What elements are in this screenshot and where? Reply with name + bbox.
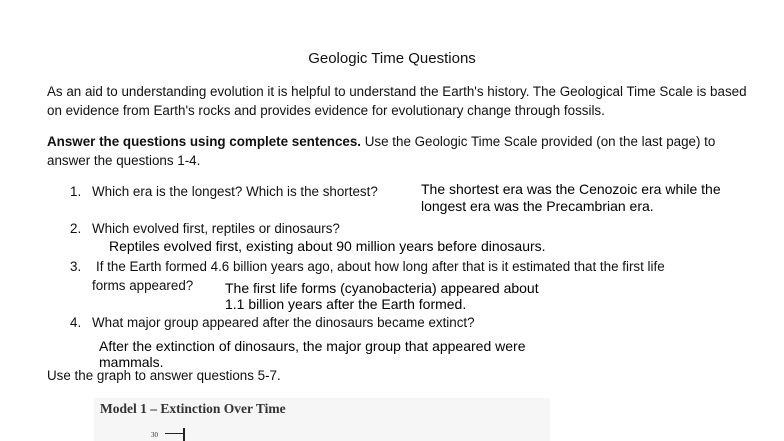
- graph-instruction: Use the graph to answer questions 5-7.: [47, 368, 281, 383]
- answer-4-line-2: mammals.: [99, 354, 164, 370]
- question-3-number: 3.: [70, 259, 82, 274]
- instructions-bold: Answer the questions using complete sentences.: [47, 134, 362, 149]
- question-4: [70, 315, 475, 330]
- question-1: [70, 184, 378, 199]
- question-2-text: Which evolved first, reptiles or dinosaurs?: [92, 221, 340, 236]
- answer-1-line-1: The shortest era was the Cenozoic era while the: [421, 181, 721, 197]
- model-axis-tick: [165, 433, 183, 434]
- question-2-number: 2.: [70, 221, 82, 236]
- answer-2-line-1: Reptiles evolved first, existing about 90 million years before dinosaurs.: [109, 238, 546, 254]
- question-4-text: What major group appeared after the dinosaurs became extinct?: [92, 315, 475, 330]
- answer-3-line-1: The first life forms (cyanobacteria) appeared about: [225, 280, 539, 296]
- question-3: [70, 259, 665, 274]
- answer-4-line-1: After the extinction of dinosaurs, the major group that appeared were: [99, 338, 526, 354]
- model-axis-label: 30: [151, 431, 158, 439]
- question-1-number: 1.: [70, 184, 82, 199]
- page-title: Geologic Time Questions: [308, 50, 476, 67]
- answer-3-line-2: 1.1 billion years after the Earth formed.: [225, 296, 467, 312]
- instructions-rest: Use the Geologic Time Scale provided (on the last page) to answer the questions 1-4.: [47, 134, 716, 168]
- instructions-paragraph: [47, 132, 747, 170]
- question-3-text: If the Earth formed 4.6 billion years ago, about how long after that is it estimated that the first life: [96, 259, 665, 274]
- question-1-text: Which era is the longest? Which is the shortest?: [92, 184, 378, 199]
- intro-paragraph: As an aid to understanding evolution it is helpful to understand the Earth's history. The Geological Time Scale is based on evidence from Earth's rocks and provides evidence for evolutionary change through fossils.: [47, 84, 747, 118]
- answer-1-line-2: longest era was the Precambrian era.: [421, 198, 654, 214]
- question-2: [70, 221, 340, 236]
- question-3-text-line-2: forms appeared?: [92, 278, 194, 293]
- model-y-axis: [183, 428, 185, 441]
- model-title: Model 1 – Extinction Over Time: [100, 401, 286, 416]
- question-4-number: 4.: [70, 315, 82, 330]
